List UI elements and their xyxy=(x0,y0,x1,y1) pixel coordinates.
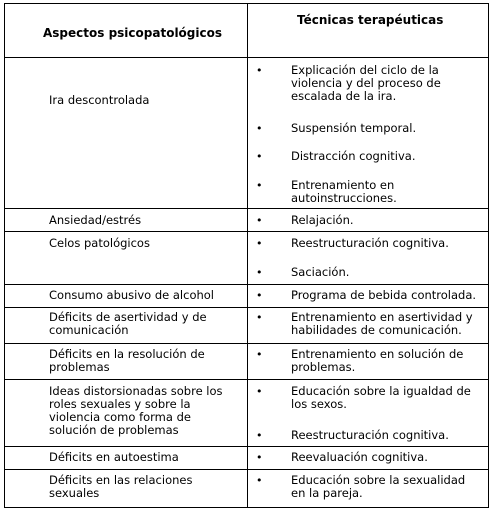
row-divider xyxy=(5,208,488,209)
tecnica-item: Distracción cognitiva. xyxy=(291,149,416,163)
row-divider xyxy=(5,307,488,308)
row-divider xyxy=(5,446,488,447)
tecnica-item: Suspensión temporal. xyxy=(291,121,417,135)
bullet-glyph: • xyxy=(256,150,263,163)
tecnica-item: Entrenamiento en autoinstrucciones. xyxy=(291,178,397,205)
bullet-glyph: • xyxy=(256,289,263,302)
aspecto-cell: Déficits en las relaciones sexuales xyxy=(49,473,193,500)
bullet-glyph: • xyxy=(256,237,263,250)
bullet-glyph: • xyxy=(256,122,263,135)
bullet-glyph: • xyxy=(256,348,263,361)
tecnica-item: Reestructuración cognitiva. xyxy=(291,236,449,250)
row-divider xyxy=(5,343,488,344)
tecnica-item: Programa de bebida controlada. xyxy=(291,288,477,302)
row-divider xyxy=(5,284,488,285)
column-divider xyxy=(247,4,248,507)
aspecto-cell: Consumo abusivo de alcohol xyxy=(49,288,214,302)
aspecto-cell: Ideas distorsionadas sobre los roles sexuales y sobre la violencia como forma de solución de problemas xyxy=(49,384,223,437)
tecnica-item: Entrenamiento en asertividad y habilidades de comunicación. xyxy=(291,310,473,337)
therapy-table xyxy=(4,3,489,508)
bullet-glyph: • xyxy=(256,266,263,279)
row-divider xyxy=(5,379,488,380)
aspecto-cell: Ansiedad/estrés xyxy=(49,213,142,227)
aspecto-cell: Ira descontrolada xyxy=(49,93,150,107)
aspecto-cell: Celos patológicos xyxy=(49,236,150,250)
tecnica-item: Reevaluación cognitiva. xyxy=(291,450,428,464)
aspecto-cell: Déficits en autoestima xyxy=(49,450,179,464)
bullet-glyph: • xyxy=(256,64,263,77)
bullet-glyph: • xyxy=(256,214,263,227)
tecnica-item: Educación sobre la sexualidad en la pareja. xyxy=(291,473,466,500)
bullet-glyph: • xyxy=(256,179,263,192)
tecnica-item: Reestructuración cognitiva. xyxy=(291,428,449,442)
tecnica-item: Relajación. xyxy=(291,213,354,227)
tecnica-item: Entrenamiento en solución de problemas. xyxy=(291,347,464,374)
aspecto-cell: Déficits en la resolución de problemas xyxy=(49,347,205,374)
row-divider xyxy=(5,231,488,232)
bullet-glyph: • xyxy=(256,385,263,398)
row-divider xyxy=(5,57,488,58)
bullet-glyph: • xyxy=(256,311,263,324)
bullet-glyph: • xyxy=(256,429,263,442)
row-divider xyxy=(5,469,488,470)
header-aspectos: Aspectos psicopatológicos xyxy=(43,26,223,40)
bullet-glyph: • xyxy=(256,474,263,487)
tecnica-item: Explicación del ciclo de la violencia y del proceso de escalada de la ira. xyxy=(291,63,441,103)
header-tecnicas: Técnicas terapéuticas xyxy=(297,13,444,27)
tecnica-item: Educación sobre la igualdad de los sexos. xyxy=(291,384,471,411)
aspecto-cell: Déficits de asertividad y de comunicación xyxy=(49,310,207,337)
tecnica-item: Saciación. xyxy=(291,265,350,279)
bullet-glyph: • xyxy=(256,451,263,464)
